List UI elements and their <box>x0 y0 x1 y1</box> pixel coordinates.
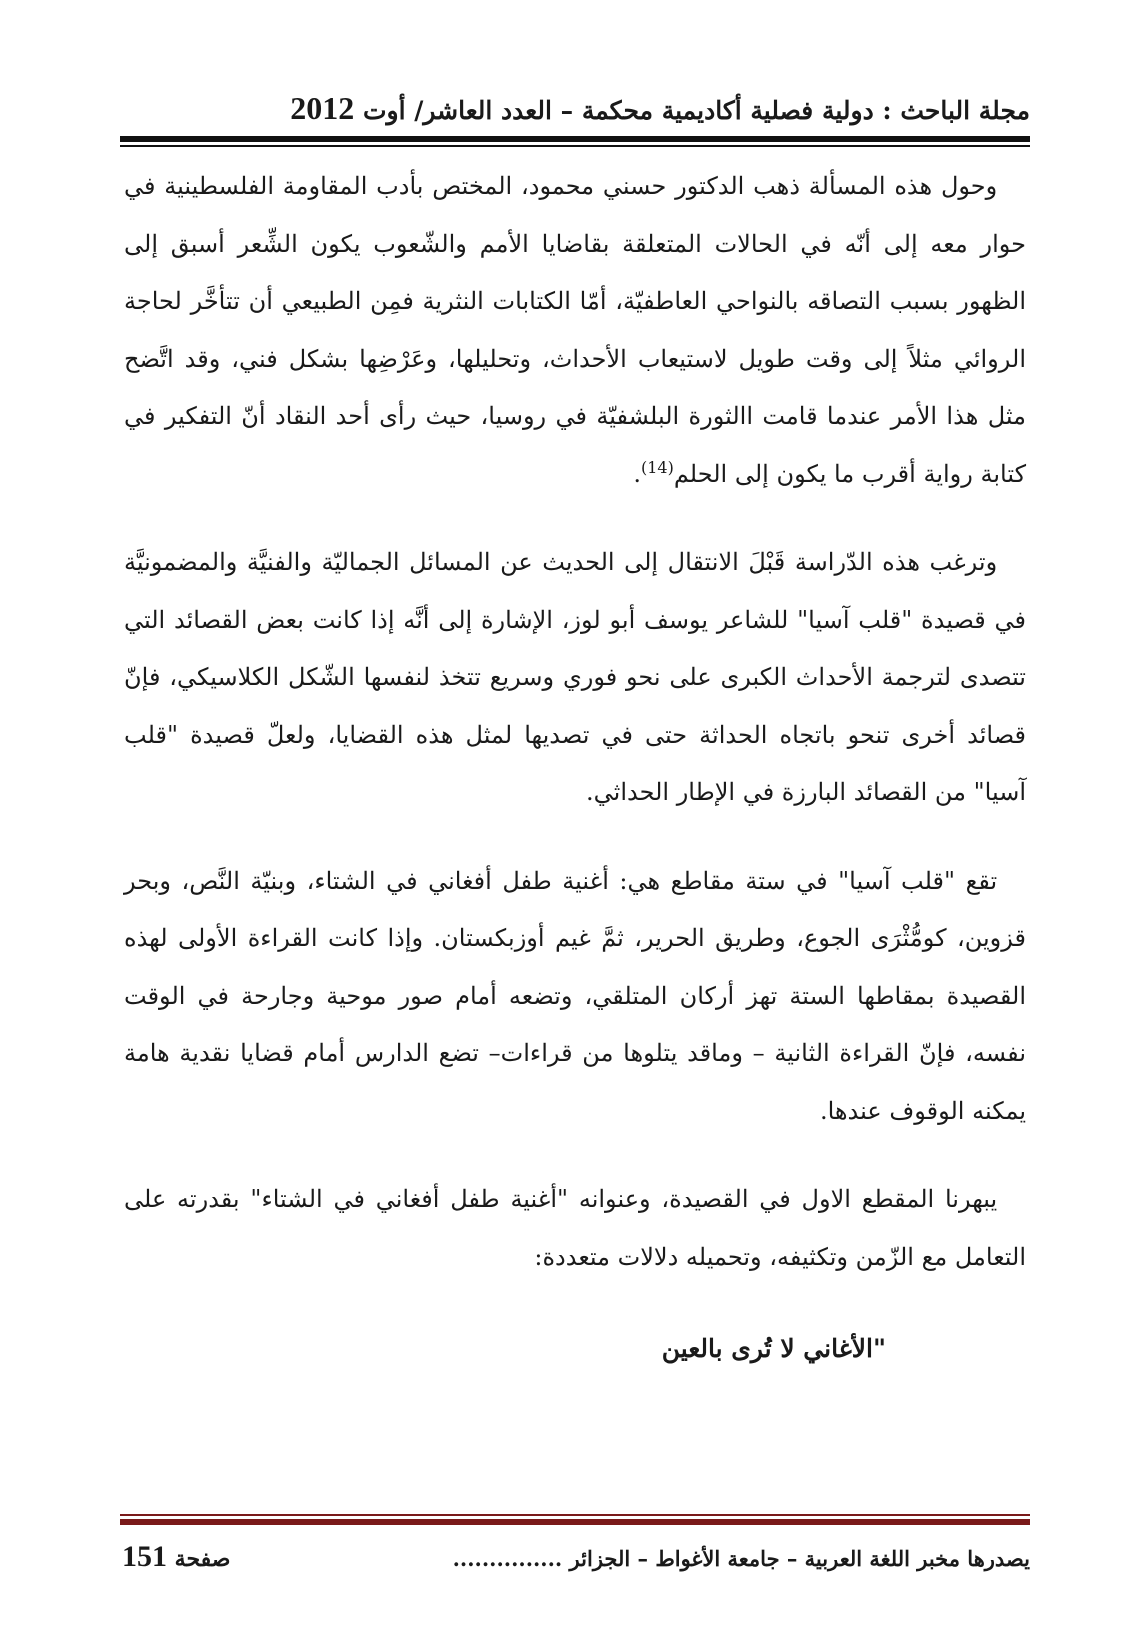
footer-rule-thin <box>120 1514 1030 1516</box>
page-number: 151 <box>122 1540 167 1573</box>
article-body <box>124 158 1026 1377</box>
header-rule-thin <box>120 145 1030 147</box>
paragraph-3: تقع "قلب آسيا" في ستة مقاطع هي: أغنية طفل أفغاني في الشتاء، وبنيّة النَّص، وبحر قزوين، كومُّثْرَى الجوع، وطريق الحرير، ثمَّ غيم أوزبكستان. وإذا كانت القراءة الأولى لهذه القصيدة بمقاطها الستة تهز أركان المتلقي، وتضعه أمام صور موحية وجارحة في الوقت نفسه، فإنّ القراءة الثانية – وماقد يتلوها من قراءات– تضع الدارس أمام قضايا نقدية هامة يمكنه الوقوف عندها. <box>124 866 1026 1125</box>
paragraph-4: يبهرنا المقطع الاول في القصيدة، وعنوانه "أغنية طفل أفغاني في الشتاء" بقدرته على التعامل مع الزّمن وتكثيفه، وتحميله دلالات متعددة: <box>124 1185 1026 1271</box>
journal-header <box>120 88 1030 128</box>
footer-rule-thick <box>120 1519 1030 1525</box>
paragraph-1 <box>124 158 1026 503</box>
page-number-block <box>122 1540 230 1576</box>
paragraph-1-end: . <box>633 459 641 488</box>
issue-year: 2012 <box>290 90 355 126</box>
header-rule-thick <box>120 136 1030 142</box>
verse-line: "الأغاني لا تُرى بالعين <box>661 1334 886 1363</box>
footnote-ref: (14) <box>640 457 674 477</box>
footer-publisher: يصدرها مخبر اللغة العربية – جامعة الأغواط – الجزائر ............... <box>452 1546 1030 1571</box>
journal-title: مجلة الباحث : دولية فصلية أكاديمية محكمة – العدد العاشر/ أوت <box>362 96 1030 125</box>
paragraph-1-text: وحول هذه المسألة ذهب الدكتور حسني محمود، المختص بأدب المقاومة الفلسطينية في حوار معه إلى أنّه في الحالات المتعلقة بقاضايا الأمم والشّعوب يكون الشِّعر أسبق إلى الظهور بسبب التصاقه بالنواحي العاطفيّة، أمّا الكتابات النثرية فمِن الطبيعي أن تتأخَّر لحاجة الروائي مثلاً إلى وقت طويل لاستيعاب الأحداث، وتحليلها، وعَرْضِها بشكل فني، وقد اتَّضح مثل هذا الأمر عندما قامت االثورة البلشفيّة في روسيا، حيث رأى أحد النقاد أنّ التفكير في كتابة رواية أقرب ما يكون إلى الحلم <box>124 172 1026 488</box>
page-label: صفحة <box>174 1546 231 1572</box>
paragraph-2: وترغب هذه الدّراسة قَبْلَ الانتقال إلى الحديث عن المسائل الجماليّة والفنيَّة والمضمونيَّة في قصيدة "قلب آسيا" للشاعر يوسف أبو لوز، الإشارة إلى أنَّه إذا كانت بعض القصائد التي تتصدى لترجمة الأحداث الكبرى على نحو فوري وسريع تتخذ لنفسها الشّكل الكلاسيكي، فإنّ قصائد أخرى تنحو باتجاه الحداثة حتى في تصديها لمثل هذه القضايا، ولعلّ قصيدة "قلب آسيا" من القصائد البارزة في الإطار الحداثي. <box>124 548 1026 806</box>
